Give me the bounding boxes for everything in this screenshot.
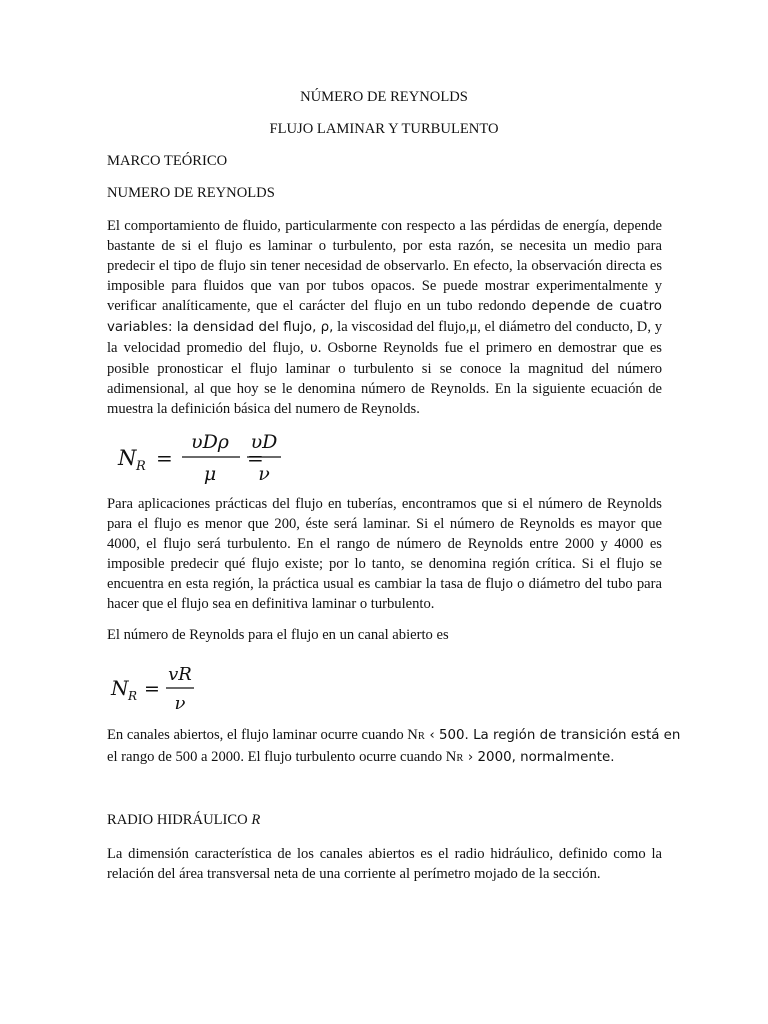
radio-heading-text: RADIO HIDRÁULICO <box>107 812 252 828</box>
formula2-numerator: vR <box>168 664 192 685</box>
formula2-lhs-symbol: N <box>111 676 129 700</box>
open-channel-formula <box>106 660 206 721</box>
paragraph-definition-part-b: depende de cuatro variables: la densidad del flujo, ρ, <box>107 299 662 335</box>
regimes-line2-subscript: R <box>456 753 464 764</box>
regimes-line1-text: En canales abiertos, el flujo laminar ocurre cuando N <box>107 727 418 743</box>
regimes-line1-tail: ‹ 500. La región de transición está en <box>425 728 681 743</box>
formula-lhs-symbol: N <box>118 446 137 470</box>
paragraph-definition-part-d: υ <box>309 341 318 356</box>
page-title: NÚMERO DE REYNOLDS <box>300 89 468 105</box>
paragraph-definition-part-a: El comportamiento de fluido, particularmente con respecto a las pérdidas de energía, depende bastante de si el flujo es laminar o turbulento, por esta razón, se necesita un medio para predecir el tipo de flujo sin tener necesidad de observarlo. En efecto, la observación directa es imposible para fluidos que van por tubos opacos. Se puede mostrar experimentalmente y verificar analíticamente, que el carácter del flujo en un tubo redondo <box>107 218 662 314</box>
radio-heading-symbol: R <box>251 812 261 828</box>
open-channel-formula-graphic <box>106 660 206 716</box>
paragraph-pipe-flow: Para aplicaciones prácticas del flujo en tuberías, encontramos que si el número de Reynolds para el flujo es menor que 200, éste será laminar. Si el número de Reynolds es mayor que 4000, el flujo será turbulento. En el rango de número de Reynolds entre 2000 y 4000 es imposible predecir qué flujo existe; por lo tanto, se denomina región crítica. Si el flujo se encuentra en esta región, la práctica usual es cambiar la tasa de flujo o diámetro del tubo para hacer que el flujo sea en definitiva laminar o turbulento. <box>107 496 662 612</box>
reynolds-formula <box>112 424 292 491</box>
regimes-line1-subscript: R <box>417 731 426 742</box>
formula-denominator-2: ν <box>258 463 270 485</box>
formula-denominator-1: μ <box>203 463 217 485</box>
paragraph-definition-part-e: . Osborne Reynolds fue el primero en demostrar que es posible pronosticar el flujo laminar o turbulento si se conoce la magnitud del número adimensional, al que hoy se le denomina número de Reynolds. En la siguiente ecuación de muestra la definición básica del numero de Reynolds. <box>107 340 662 417</box>
formula-numerator-1: υDρ <box>191 431 229 453</box>
paragraph-hydraulic-radius: La dimensión característica de los canales abiertos es el radio hidráulico, definido como la relación del área transversal neta de una corriente al perímetro mojado de la sección. <box>107 846 662 882</box>
formula2-lhs-subscript: R <box>128 689 138 703</box>
section-heading-numero-reynolds: NUMERO DE REYNOLDS <box>107 185 275 201</box>
section-heading-marco-teorico: MARCO TEÓRICO <box>107 153 228 169</box>
formula-equals-2: = <box>247 446 264 470</box>
formula2-denominator: ν <box>174 693 186 714</box>
formula-numerator-2: υD <box>250 431 278 453</box>
paragraph-definition <box>107 216 662 419</box>
regimes-line2-tail: › 2000, normalmente. <box>463 750 615 765</box>
reynolds-formula-graphic <box>112 424 292 486</box>
formula-lhs-subscript: R <box>136 459 146 474</box>
paragraph-open-channel-intro: El número de Reynolds para el flujo en un canal abierto es <box>107 627 449 643</box>
paragraph-definition-part-c: la viscosidad del flujo,μ, el diámetro del conducto, D, y la velocidad promedio del flujo, <box>107 319 662 356</box>
regimes-line2-text: el rango de 500 a 2000. El flujo turbulento ocurre cuando N <box>107 749 457 765</box>
paragraph-open-channel-regimes <box>107 725 707 769</box>
page-subtitle: FLUJO LAMINAR Y TURBULENTO <box>269 121 499 137</box>
section-heading-radio-hidraulico <box>107 812 260 829</box>
formula2-equals: = <box>144 678 160 700</box>
formula-equals-1: = <box>156 446 173 470</box>
